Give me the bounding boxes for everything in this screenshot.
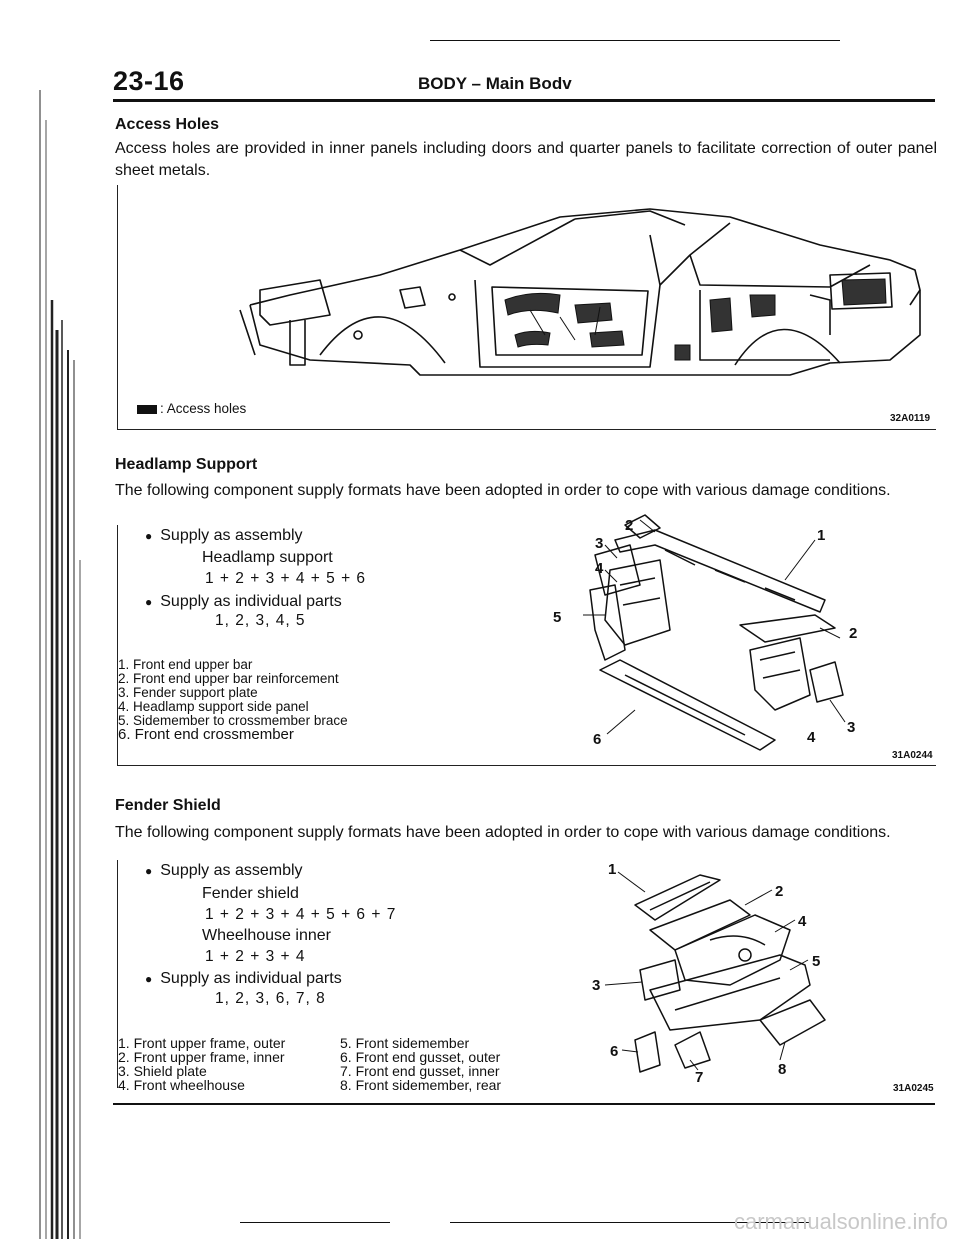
callout-5: 5 xyxy=(812,953,821,970)
headlamp-support-exploded-illustration xyxy=(545,510,885,760)
access-holes-legend: : Access holes xyxy=(160,401,247,416)
part-item: 6. Front end gusset, outer xyxy=(340,1049,501,1065)
headlamp-assembly-name: Headlamp support xyxy=(202,549,333,566)
callout-1: 1 xyxy=(608,861,617,878)
part-item: 1. Front upper frame, outer xyxy=(118,1035,286,1051)
part-item: 5. Sidemember to crossmember brace xyxy=(118,713,348,728)
fender-shield-exploded-illustration xyxy=(580,860,850,1085)
fender-parts-legend-left xyxy=(118,1036,285,1092)
callout-6: 6 xyxy=(610,1043,619,1060)
fender-assembly-2-formula: 1 + 2 + 3 + 4 xyxy=(205,948,306,965)
fender-figure-code: 31A0245 xyxy=(893,1083,934,1094)
part-item: 5. Front sidemember xyxy=(340,1035,470,1051)
callout-3-right: 3 xyxy=(847,719,856,736)
headlamp-bullet-individual: ● Supply as individual parts xyxy=(145,593,342,610)
callout-1: 1 xyxy=(817,527,826,544)
part-item: 3. Fender support plate xyxy=(118,685,258,700)
callout-2-top: 2 xyxy=(625,517,634,534)
callout-2-right: 2 xyxy=(849,625,858,642)
bullet-dot: ● xyxy=(145,864,153,878)
fender-individual-parts: 1, 2, 3, 6, 7, 8 xyxy=(215,990,326,1007)
page-number: 23-16 xyxy=(113,66,185,96)
callout-5: 5 xyxy=(553,609,562,626)
headlamp-parts-legend xyxy=(118,658,348,742)
bullet-dot: ● xyxy=(145,595,153,609)
binding-edge-marks xyxy=(0,0,100,1239)
access-holes-legend-swatch xyxy=(137,405,157,414)
top-thin-rule xyxy=(430,40,840,41)
watermark: carmanualsonline.info xyxy=(733,1209,948,1234)
bullet-dot: ● xyxy=(145,529,153,543)
access-holes-paragraph: Access holes are provided in inner panels including doors and quarter panels to facilitate correction of outer panel sheet metals. xyxy=(115,140,937,179)
part-item: 4. Front wheelhouse xyxy=(118,1077,245,1093)
headlamp-support-paragraph: The following component supply formats have been adopted in order to cope with various damage conditions. xyxy=(115,482,891,499)
fender-bullet-assembly: ● Supply as assembly xyxy=(145,862,303,879)
callout-4: 4 xyxy=(798,913,807,930)
bullet-dot: ● xyxy=(145,972,153,986)
running-head: BODY – Main Bodv xyxy=(418,74,572,93)
part-item: 4. Headlamp support side panel xyxy=(118,699,309,714)
headlamp-bullet-assembly: ● Supply as assembly xyxy=(145,527,303,544)
header-rule xyxy=(113,99,935,102)
callout-4: 4 xyxy=(595,560,604,577)
part-item: 3. Shield plate xyxy=(118,1063,207,1079)
headlamp-individual-parts: 1, 2, 3, 4, 5 xyxy=(215,612,306,629)
callout-8: 8 xyxy=(778,1061,787,1078)
fender-parts-legend-right xyxy=(340,1036,501,1092)
headlamp-support-title: Headlamp Support xyxy=(115,456,258,473)
fender-shield-title: Fender Shield xyxy=(115,797,221,814)
fender-assembly-2-name: Wheelhouse inner xyxy=(202,927,331,944)
callout-3: 3 xyxy=(592,977,601,994)
part-item: 6. Front end crossmember xyxy=(118,726,294,743)
part-item: 7. Front end gusset, inner xyxy=(340,1063,500,1079)
fender-shield-paragraph: The following component supply formats have been adopted in order to cope with various damage conditions. xyxy=(115,824,891,841)
part-item: 8. Front sidemember, rear xyxy=(340,1077,502,1093)
access-holes-title: Access Holes xyxy=(115,116,220,133)
footer-rule-left xyxy=(240,1222,390,1223)
callout-6: 6 xyxy=(593,731,602,748)
callout-2: 2 xyxy=(775,883,784,900)
car-body-shell-illustration xyxy=(230,195,930,395)
access-holes-figure-code: 32A0119 xyxy=(890,413,931,424)
headlamp-assembly-formula: 1 + 2 + 3 + 4 + 5 + 6 xyxy=(205,570,367,587)
fender-shield-bottom-rule xyxy=(113,1103,935,1105)
part-item: 1. Front end upper bar xyxy=(118,657,253,672)
callout-7: 7 xyxy=(695,1069,704,1085)
callout-4-right: 4 xyxy=(807,729,816,746)
headlamp-figure-code: 31A0244 xyxy=(892,750,933,761)
part-item: 2. Front end upper bar reinforcement xyxy=(118,671,339,686)
callout-3: 3 xyxy=(595,535,604,552)
fender-assembly-1-formula: 1 + 2 + 3 + 4 + 5 + 6 + 7 xyxy=(205,906,397,923)
part-item: 2. Front upper frame, inner xyxy=(118,1049,285,1065)
fender-assembly-1-name: Fender shield xyxy=(202,885,299,902)
fender-bullet-individual: ● Supply as individual parts xyxy=(145,970,342,987)
